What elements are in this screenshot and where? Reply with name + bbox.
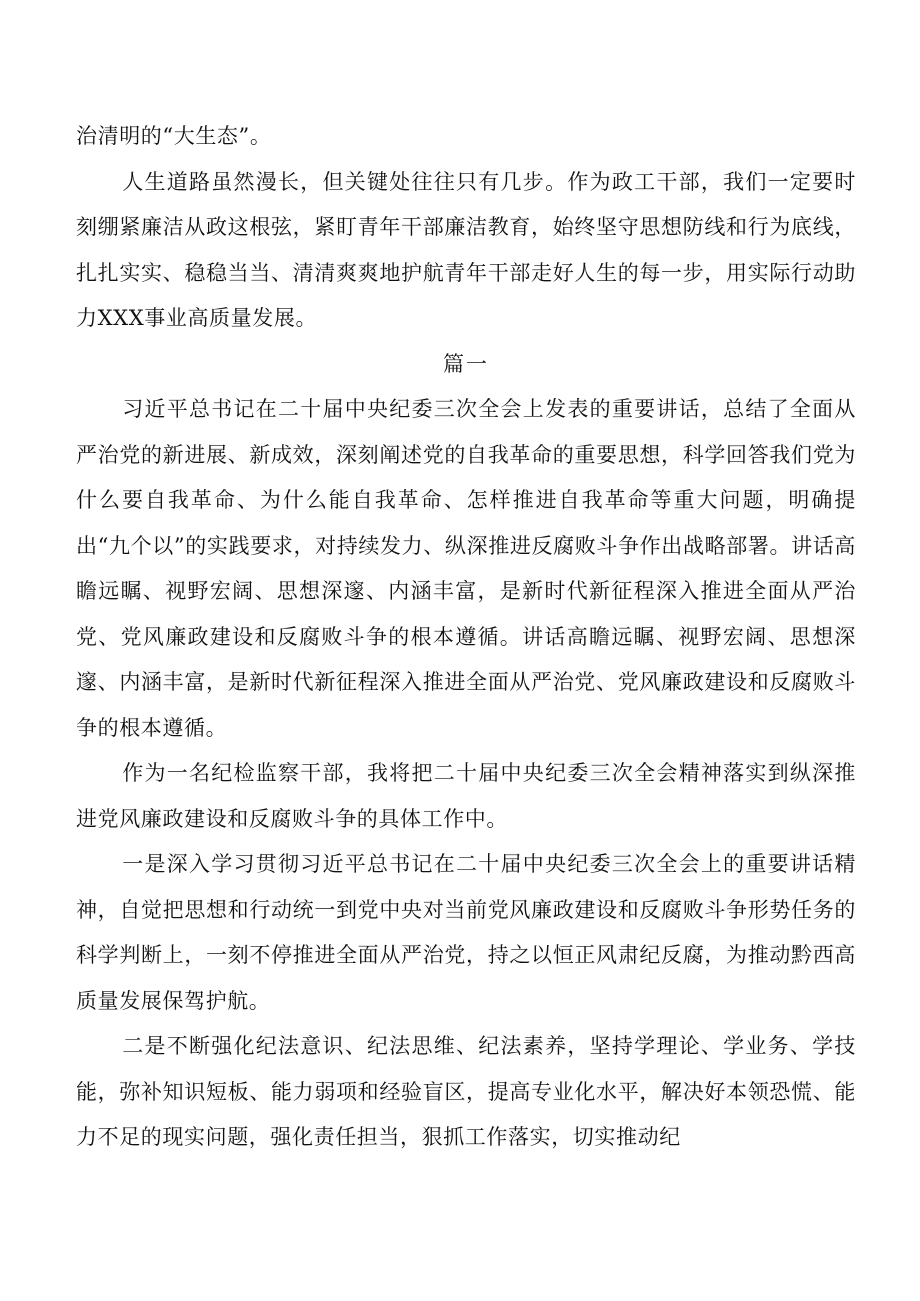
paragraph-inspector-pledge: 作为一名纪检监察干部，我将把二十届中央纪委三次全会精神落实到纵深推进党风廉政建设和反腐败斗争的具体工作中。 <box>76 761 856 831</box>
document-body <box>76 114 856 1161</box>
paragraph-continuation: 治清明的“大生态”。 <box>76 124 272 148</box>
paragraph-point-one: 一是深入学习贯彻习近平总书记在二十届中央纪委三次全会上的重要讲话精神，自觉把思想和行动统一到党中央对当前党风廉政建设和反腐败斗争形势任务的科学判断上，一刻不停推进全面从严治党，持之以恒正风肃纪反腐，为推动黔西高质量发展保驾护航。 <box>76 852 856 1013</box>
paragraph-speech-summary: 习近平总书记在二十届中央纪委三次全会上发表的重要讲话，总结了全面从严治党的新进展、新成效，深刻阐述党的自我革命的重要思想，科学回答我们党为什么要自我革命、为什么能自我革命、怎样推进自我革命等重大问题，明确提出“九个以”的实践要求，对持续发力、纵深推进反腐败斗争作出战略部署。讲话高瞻远瞩、视野宏阔、思想深邃、内涵丰富，是新时代新征程深入推进全面从严治党、党风廉政建设和反腐败斗争的根本遵循。讲话高瞻远瞩、视野宏阔、思想深邃、内涵丰富，是新时代新征程深入推进全面从严治党、党风廉政建设和反腐败斗争的根本遵循。 <box>76 397 856 740</box>
section-heading: 篇一 <box>443 351 489 376</box>
paragraph-point-two: 二是不断强化纪法意识、纪法思维、纪法素养，坚持学理论、学业务、学技能，弥补知识短板、能力弱项和经验盲区，提高专业化水平，解决好本领恐慌、能力不足的现实问题，强化责任担当，狠抓工作落实，切实推动纪 <box>76 1034 856 1149</box>
paragraph-cadre-integrity: 人生道路虽然漫长，但关键处往往只有几步。作为政工干部，我们一定要时刻绷紧廉洁从政这根弦，紧盯青年干部廉洁教育，始终坚守思想防线和行为底线，扎扎实实、稳稳当当、清清爽爽地护航青年干部走好人生的每一步，用实际行动助力XXX事业高质量发展。 <box>76 169 856 330</box>
